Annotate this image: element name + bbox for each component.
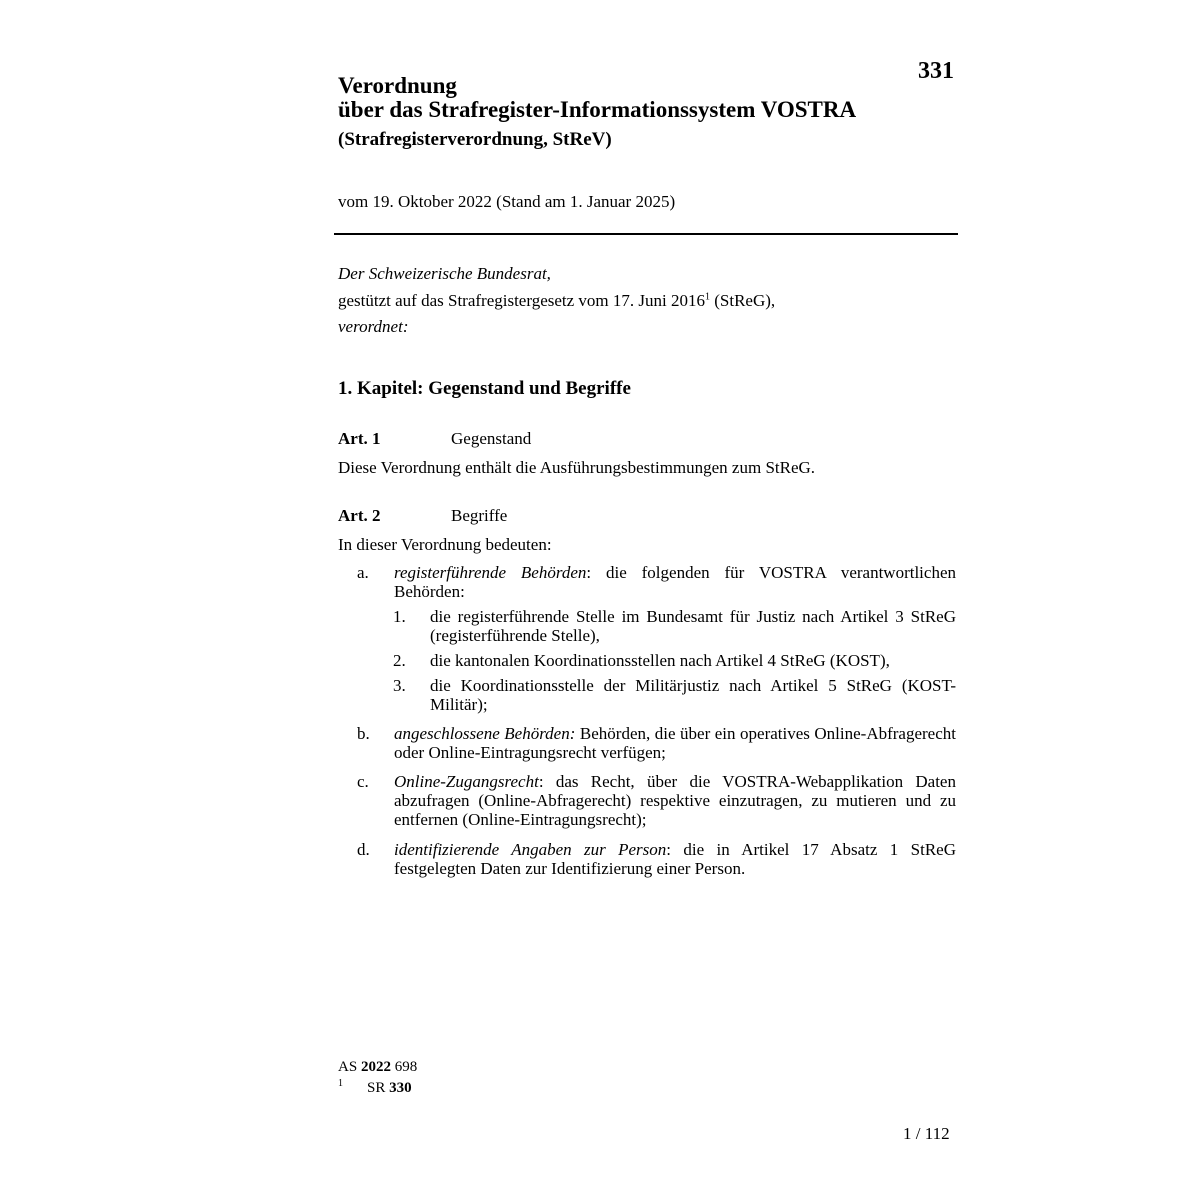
- article-2-title: Begriffe: [451, 506, 508, 525]
- collection-number: 331: [918, 58, 954, 84]
- document-short-title: (Strafregisterverordnung, StReV): [338, 129, 612, 150]
- definition-d: die in Artikel 17 Absatz 1 StReG festgelegten Daten zur Identifizierung einer Person.: [394, 840, 956, 878]
- article-1-number: Art. 1: [338, 429, 381, 448]
- chapter-heading: 1. Kapitel: Gegenstand und Begriffe: [338, 378, 631, 399]
- subitem-2: die kantonalen Koordinationsstellen nach Artikel 4 StReG (KOST),: [430, 651, 890, 670]
- term-c: Online-Zugangsrecht: [394, 772, 539, 791]
- subitem-num-3: 3.: [393, 676, 406, 695]
- list-item-letter-d: d.: [357, 840, 370, 859]
- definition-b: Behörden, die über ein operatives Online-Abfragerecht oder Online-Eintragungsrecht verfügen;: [394, 724, 957, 762]
- sr-number: 330: [389, 1080, 412, 1096]
- list-item-letter-a: a.: [357, 563, 369, 582]
- footnote-1: $^1$ SR 330: [338, 1078, 412, 1096]
- list-item-a: registerführende Behörden: die folgenden für VOSTRA verantwortlichen Behörden:: [394, 563, 956, 601]
- document-title-line-1: Verordnung: [338, 73, 457, 98]
- page-indicator: 1 / 112: [903, 1124, 950, 1143]
- definition-a: die folgenden für VOSTRA verantwortlichen Behörden:: [394, 563, 956, 601]
- official-compilation-reference: AS 2022 698: [338, 1059, 418, 1075]
- document-title-line-2: über das Strafregister-Informationssystem VOSTRA: [338, 97, 857, 122]
- article-1-text: Diese Verordnung enthält die Ausführungsbestimmungen zum StReG.: [338, 458, 816, 477]
- preamble-authority: Der Schweizerische Bundesrat,: [338, 264, 551, 283]
- preamble-basis-tail: (StReG),: [710, 291, 776, 310]
- subitem-3: die Koordinationsstelle der Militärjustiz nach Artikel 5 StReG (KOST-Militär);: [430, 676, 956, 714]
- subitem-num-1: 1.: [393, 607, 406, 626]
- article-2-number: Art. 2: [338, 506, 381, 525]
- definition-c: das Recht, über die VOSTRA-Webapplikation Daten abzufragen (Online-Abfragerecht) respektive einzutragen, zu mutieren und zu entfernen (Online-Eintragungsrecht);: [394, 772, 956, 829]
- document-date: vom 19. Oktober 2022 (Stand am 1. Januar 2025): [338, 192, 676, 211]
- preamble-decree: verordnet:: [338, 317, 409, 336]
- subitem-1: die registerführende Stelle im Bundesamt für Justiz nach Artikel 3 StReG (registerführende Stelle),: [430, 607, 956, 645]
- term-b: angeschlossene Behörden:: [394, 724, 576, 743]
- preamble-basis: [338, 291, 775, 311]
- article-1-title: Gegenstand: [451, 429, 532, 448]
- footnote-number: 1: [338, 1078, 343, 1089]
- preamble-basis-text: gestützt auf das Strafregistergesetz vom 17. Juni 2016: [338, 291, 705, 310]
- article-2-intro: In dieser Verordnung bedeuten:: [338, 535, 552, 554]
- list-item-d: identifizierende Angaben zur Person: die in Artikel 17 Absatz 1 StReG festgelegten Daten zur Identifizierung einer Person.: [394, 840, 956, 878]
- footnote-ref-1[interactable]: 1: [705, 291, 710, 303]
- term-a: registerführende Behörden: [394, 563, 587, 582]
- subitem-num-2: 2.: [393, 651, 406, 670]
- term-d: identifizierende Angaben zur Person: [394, 840, 667, 859]
- header-divider: [334, 233, 958, 235]
- list-item-c: Online-Zugangsrecht: das Recht, über die VOSTRA-Webapplikation Daten abzufragen (Online-Abfragerecht) respektive einzutragen, zu mutieren und zu entfernen (Online-Eintragungsrecht);: [394, 772, 956, 829]
- list-item-letter-c: c.: [357, 772, 369, 791]
- list-item-letter-b: b.: [357, 724, 370, 743]
- list-item-b: [394, 724, 956, 762]
